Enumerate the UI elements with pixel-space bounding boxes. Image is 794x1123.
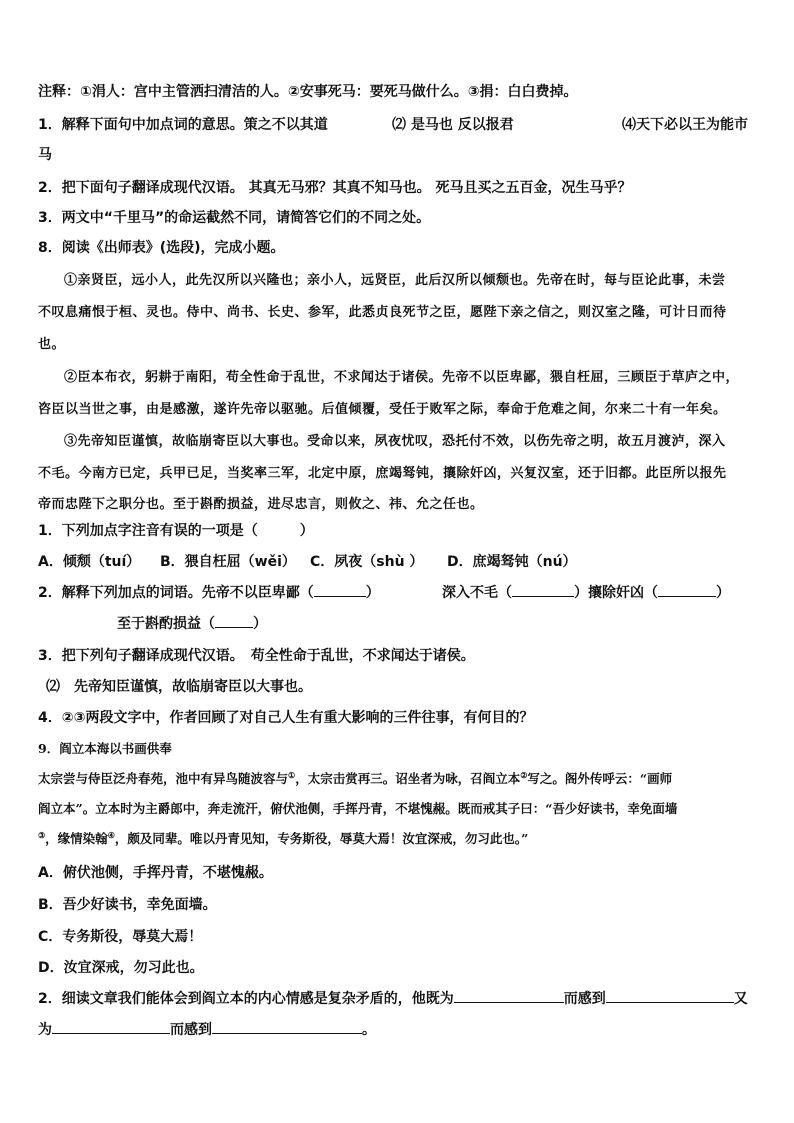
section-9-question-2: 2．细读文章我们能体会到阎立本的内心情感是复杂矛盾的，他既为 而感到 又 [38,988,748,1008]
notes-line: 注释：①涓人：宫中主管洒扫清洁的人。②安事死马：要死马做什么。③捐：白白费掉。 [38,84,578,100]
option-8-d: D．庶竭驽钝（nú） [447,554,577,570]
option-9-a: A．俯伏池侧，手挥丹青，不堪愧赧。 [38,865,273,881]
question-2-text-c-end: ） [716,585,730,601]
footnote-marker: ② [520,769,528,780]
answer-blank[interactable] [212,1019,362,1034]
question-1-part3: ⑷天下必以王为能市 [622,117,748,133]
answer-blank[interactable] [658,582,716,597]
question-1-part1: 1．解释下面句中加点词的意思。策之不以其道 [38,117,328,133]
question-1-part4: 马 [38,147,52,163]
passage-8-para1-line3: 也。 [38,337,66,352]
passage-8-para3-line3: 帝而忠陛下之职分也。至于斟酌损益，进尽忠言，则攸之、祎、允之任也。 [38,497,484,512]
answer-blank[interactable] [52,1019,170,1034]
section-8-question-3b: ⑵ 先帝知臣谨慎，故临崩寄臣以大事也。 [46,679,312,695]
passage-8-para1-line2: 不叹息痛恨于桓、灵也。侍中、尚书、长史、参军，此悉贞良死节之臣，愿陛下亲之信之，则汉室之隆，可计日而待 [38,305,727,320]
section-8-question-4: 4．②③两段文字中，作者回顾了对自己人生有重大影响的三件往事，有何目的？ [38,710,534,726]
option-9-b: B．吾少好读书，幸免面墙。 [38,897,217,913]
section-9-question-2-cont: 为 而感到 。 [38,1019,376,1039]
passage-9-line2: 阎立本”。立本时为主爵郎中，奔走流汗，俯伏池侧，手挥丹青，不堪愧赧。既而戒其子曰：“吾少好读书，幸免面墙 [38,801,678,816]
footnote-marker: ④ [107,829,115,840]
passage-8-para1-line1: ①亲贤臣，远小人，此先汉所以兴隆也；亲小人，远贤臣，此后汉所以倾颓也。先帝在时，每与臣论此事，未尝 [64,273,726,288]
question-1-part2: ⑵ 是马也 反以报君 [392,117,514,133]
answer-blank[interactable] [454,988,564,1003]
footnote-marker: ③ [38,829,46,840]
passage-9-line3: ③，缘情染翰④，颇及同辈。唯以丹青见知，专务斯役，辱莫大焉！汝宜深戒，勿习此也。” [38,829,529,846]
footnote-marker: ① [288,769,296,780]
section-8-question-1: 1．下列加点字注音有误的一项是（ ） [38,523,314,539]
question-2: 2．把下面句子翻译成现代汉语。 其真无马邪？其真不知马也。 死马且买之五百金，况生马乎？ [38,180,632,196]
section-9-heading: 9．阎立本海以书画供奉 [38,741,172,756]
answer-blank[interactable] [512,582,574,597]
question-2-text-d: 至于斟酌损益（ [117,616,215,632]
answer-blank[interactable] [215,613,253,628]
option-8-c: C．夙夜（shù ） [310,554,424,570]
option-9-d: D．汝宜深戒，勿习此也。 [38,960,204,976]
passage-8-para3-line1: ③先帝知臣谨慎，故临崩寄臣以大事也。受命以来，夙夜忧叹，恐托付不效，以伤先帝之明，故五月渡泸，深入 [64,434,726,449]
question-3: 3．两文中“千里马”的命运截然不同，请简答它们的不同之处。 [38,210,431,226]
question-2-text-a-end: ） [365,585,380,601]
passage-8-para2-line2: 咨臣以当世之事，由是感激，遂许先帝以驱驰。后值倾覆，受任于败军之际，奉命于危难之间，尔来二十有一年矣。 [38,402,727,417]
passage-8-para2-line1: ②臣本布衣，躬耕于南阳，苟全性命于乱世，不求闻达于诸侯。先帝不以臣卑鄙，猥自枉屈，三顾臣于草庐之中， [64,370,740,385]
section-8-question-2 [38,582,380,602]
option-8-a: A．倾颓（tuí） [38,554,141,570]
passage-8-para3-line2: 不毛。今南方已定，兵甲已足，当奖率三军，北定中原，庶竭驽钝，攘除奸凶，兴复汉室，还于旧都。此臣所以报先 [38,466,727,481]
option-8-b: B．猥自枉屈（wěi） [160,554,296,570]
question-2-text-b: 深入不毛（ [442,585,512,601]
answer-blank[interactable] [606,988,734,1003]
section-8-question-2-d [117,613,267,633]
question-2-text-d-end: ） [253,616,267,632]
answer-blank[interactable] [314,582,366,597]
passage-9-line1: 太宗尝与侍臣泛舟春苑，池中有异鸟随波容与①，太宗击赏再三。诏坐者为咏，召阎立本②写之。阁外传呼云：“画师 [38,769,673,786]
question-2-text-b-end: ）攘除奸凶（ [574,585,658,601]
section-8-question-3: 3．把下列句子翻译成现代汉语。 苟全性命于乱世，不求闻达于诸侯。 [38,648,475,664]
section-8-heading: 8．阅读《出师表》(选段)，完成小题。 [38,240,285,256]
option-9-c: C．专务斯役，辱莫大焉！ [38,929,203,945]
section-8-question-2-b [442,582,730,602]
question-2-text-a: 2．解释下列加点的词语。先帝不以臣卑鄙（ [38,585,314,601]
